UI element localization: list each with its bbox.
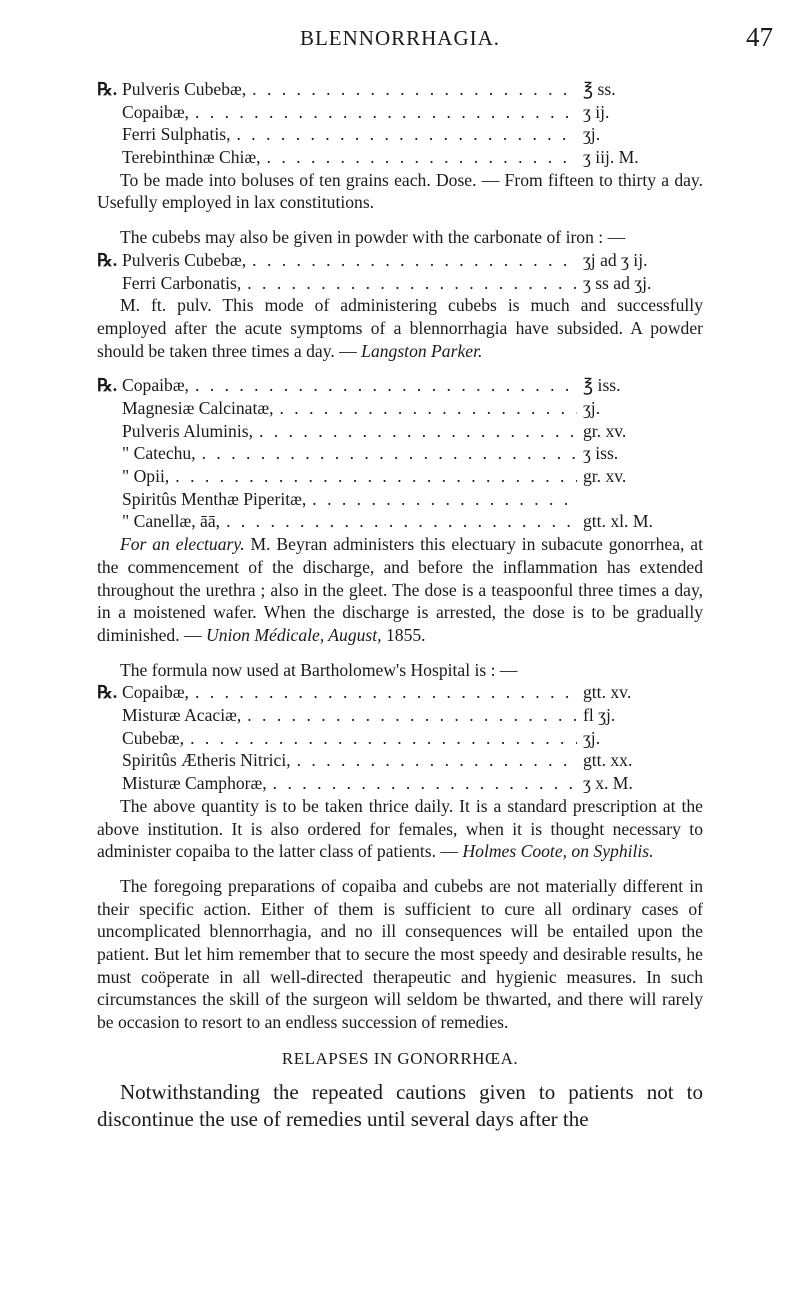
ingredient-name: Ferri Carbonatis,	[122, 272, 242, 293]
prescription-line	[97, 704, 703, 727]
prescription-line	[97, 727, 703, 750]
recipe-symbol: ℞.	[97, 682, 118, 703]
dot-leader	[267, 146, 577, 169]
ingredient-dose: gr. xv.	[583, 420, 627, 441]
ingredient-dose: ʒ iij. M.	[583, 147, 639, 168]
ingredient-name: Pulveris Aluminis,	[122, 420, 253, 441]
ingredient-name: Ferri Sulphatis,	[122, 124, 231, 145]
page-body	[97, 78, 703, 1133]
ingredient-dose: ʒ ss ad ʒj.	[583, 272, 652, 293]
dot-leader	[252, 78, 577, 101]
prescription-line	[97, 123, 703, 146]
prescription-line	[97, 272, 703, 295]
ingredient-dose: ʒ x. M.	[583, 773, 633, 794]
prescription-line	[97, 78, 703, 101]
dot-leader	[247, 272, 577, 295]
dot-leader	[195, 681, 577, 704]
ingredient-name: " Opii,	[122, 466, 170, 487]
prescription-line	[97, 772, 703, 795]
ingredient-dose: ʒj.	[583, 398, 601, 419]
prescription-line	[97, 749, 703, 772]
ingredient-dose: gtt. xl. M.	[583, 511, 653, 532]
ingredient-dose: ʒj.	[583, 727, 601, 748]
dot-leader	[247, 704, 577, 727]
dot-leader	[273, 772, 577, 795]
prescription-line	[97, 249, 703, 272]
recipe-symbol: ℞.	[97, 79, 118, 99]
paragraph-cubebs-iron: The cubebs may also be given in powder with the carbonate of iron : —	[120, 227, 626, 248]
dot-leader	[312, 488, 577, 511]
prescription-line	[97, 420, 703, 443]
prescription-3	[97, 374, 703, 533]
dot-leader	[252, 249, 577, 272]
ingredient-name: Copaibæ,	[122, 375, 189, 396]
paragraph-relapses: Notwithstanding the repeated cautions given to patients not to discontinue the use of remedies until several days after the	[97, 1079, 703, 1131]
ingredient-name: Copaibæ,	[122, 101, 189, 122]
dot-leader	[279, 397, 577, 420]
citation-langston-parker: Langston Parker.	[361, 340, 483, 361]
paragraph-powder	[97, 294, 703, 362]
dot-leader	[297, 749, 577, 772]
recipe-symbol: ℞.	[97, 249, 118, 270]
ingredient-dose: fl ʒj.	[583, 705, 616, 726]
dot-leader	[237, 123, 578, 146]
dot-leader	[195, 101, 577, 124]
ingredient-name: Misturæ Acaciæ,	[122, 705, 242, 726]
ingredient-name: Misturæ Camphoræ,	[122, 773, 267, 794]
electuary-text: M. Beyran administers this electuary in subacute gonorrhea, at the commencement of the discharge, and before the inflammation has extended throughout the urethra ; also in the gleet. The dose is a teaspoonful three times a day, in a moistened wafer. When the discharge is arrested, the dose is to be gradually diminished. —	[97, 534, 703, 645]
ingredient-name: Pulveris Cubebæ,	[122, 79, 247, 99]
prescription-line	[97, 465, 703, 488]
ingredient-name: Spiritûs Ætheris Nitrici,	[122, 750, 291, 771]
ingredient-name: Cubebæ,	[122, 727, 185, 748]
ingredient-name: Spiritûs Menthæ Piperitæ,	[122, 488, 307, 509]
paragraph-powder-text: M. ft. pulv. This mode of administering cubebs is much and successfully employed after the acute symptoms of a blennorrhagia have subsided. A powder should be taken three times a day. —	[97, 295, 703, 361]
citation-year: 1855.	[381, 624, 426, 645]
ingredient-name: " Canellæ, āā,	[122, 511, 221, 532]
standard-prescription-text: The above quantity is to be taken thrice daily. It is a standard prescription at the above institution. It is also ordered for females, when it is thought necessary to administer copaiba to the latter class of patients. —	[97, 795, 703, 862]
prescription-4	[97, 681, 703, 794]
recipe-symbol: ℞.	[97, 375, 118, 396]
ingredient-name: Terebinthinæ Chiæ,	[122, 147, 261, 168]
ingredient-dose: gr. xv.	[583, 466, 627, 487]
dot-leader	[195, 374, 577, 397]
paragraph-standard-prescription	[97, 795, 703, 863]
ingredient-name: " Catechu,	[122, 443, 196, 464]
running-head: BLENNORRHAGIA.	[299, 26, 501, 50]
prescription-2	[97, 249, 703, 294]
page-number: 47	[746, 22, 773, 52]
ingredient-dose: gtt. xx.	[583, 750, 633, 771]
ingredient-name: Pulveris Cubebæ,	[122, 249, 247, 270]
prescription-line	[97, 146, 703, 169]
citation-union-medicale: Union Médicale, August,	[205, 624, 382, 645]
ingredient-dose: ʒ ij.	[583, 101, 610, 122]
dot-leader	[259, 420, 577, 443]
dot-leader	[175, 465, 577, 488]
ingredient-dose: gtt. xv.	[583, 682, 632, 703]
prescription-line	[97, 101, 703, 124]
ingredient-name: Copaibæ,	[122, 682, 189, 703]
prescription-line	[97, 374, 703, 397]
ingredient-name: Magnesiæ Calcinatæ,	[122, 398, 274, 419]
ingredient-dose: ℥ ss.	[583, 79, 616, 99]
prescription-line	[97, 681, 703, 704]
paragraph-foregoing-preparations: The foregoing preparations of copaiba and cubebs are not materially different in their specific action. Either of them is sufficient to cure all ordinary cases of uncomplicated blennorrhagia, and no ill consequences will be entailed upon the patient. But let him remember that to secure the most speedy and desirable results, he must coöperate in all well-directed therapeutic and hygienic measures. In such circumstances the skill of the surgeon will seldom be thwarted, and there will rarely be occasion to resort to an endless succession of remedies.	[97, 875, 703, 1033]
prescription-1	[97, 78, 703, 169]
prescription-line	[97, 488, 703, 511]
citation-holmes-coote: Holmes Coote, on Syphilis.	[462, 841, 654, 862]
ingredient-dose: ℥ iss.	[583, 375, 621, 396]
section-heading: RELAPSES IN GONORRHŒA.	[281, 1048, 519, 1068]
ingredient-dose: ʒ iss.	[583, 443, 619, 464]
dot-leader	[202, 442, 577, 465]
electuary-lead: For an electuary.	[120, 534, 245, 555]
ingredient-dose: ʒj ad ʒ ij.	[583, 249, 648, 270]
prescription-line	[97, 442, 703, 465]
prescription-line	[97, 510, 703, 533]
dot-leader	[226, 510, 577, 533]
paragraph-dose-boluses: To be made into boluses of ten grains each. Dose. — From fifteen to thirty a day. Usefully employed in lax constitutions.	[97, 169, 703, 213]
paragraph-electuary	[97, 533, 703, 647]
ingredient-dose: ʒj.	[583, 124, 601, 145]
paragraph-bartholomew: The formula now used at Bartholomew's Hospital is : —	[120, 659, 518, 680]
prescription-line	[97, 397, 703, 420]
dot-leader	[190, 727, 577, 750]
